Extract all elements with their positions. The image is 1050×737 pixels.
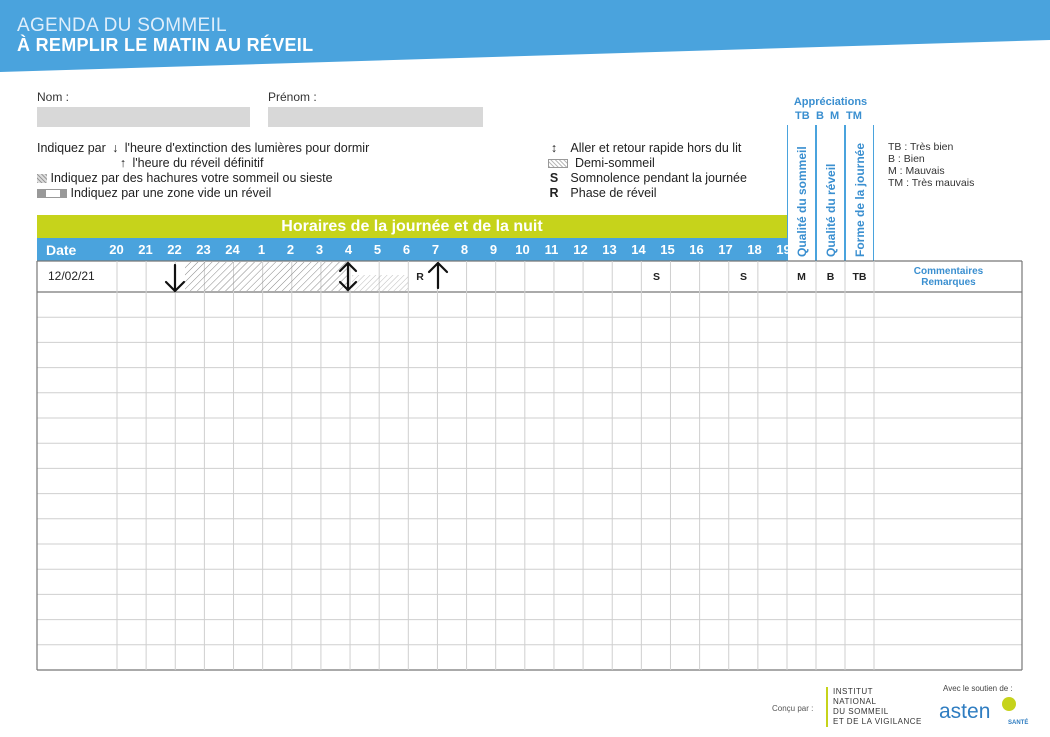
hour-label-10: 10 xyxy=(515,242,530,257)
footer-avec-soutien: Avec le soutien de : xyxy=(943,684,1013,693)
arrow-up-icon: ↑ xyxy=(119,156,127,170)
legend-lights-out-text: l'heure d'extinction des lumières pour dormir xyxy=(124,141,370,155)
appr-abbr-b: B xyxy=(816,110,824,122)
lights-out-arrow-icon xyxy=(166,265,184,291)
hour-label-9: 9 xyxy=(489,242,498,257)
page-title: AGENDA DU SOMMEIL xyxy=(17,15,227,36)
wake-up-arrow-icon xyxy=(429,263,447,288)
institut-line-1: INSTITUT xyxy=(833,687,873,696)
arrow-down-icon: ↓ xyxy=(112,141,119,155)
appr-abbr-tb: TB xyxy=(795,110,810,122)
hour-label-24: 24 xyxy=(225,242,240,257)
legend-half-sleep-text: Demi-sommeil xyxy=(574,156,655,170)
hour-label-8: 8 xyxy=(460,242,469,257)
wake-phase-mark: R xyxy=(416,271,424,283)
hour-label-19: 19 xyxy=(776,242,791,257)
hour-label-22: 22 xyxy=(167,242,182,257)
hour-label-15: 15 xyxy=(660,242,675,257)
hour-label-21: 21 xyxy=(138,242,153,257)
col-day-form-label: Forme de la journée xyxy=(852,142,867,257)
somnolence-mark-2: S xyxy=(739,271,747,283)
hour-label-18: 18 xyxy=(747,242,762,257)
asten-sante: SANTÉ xyxy=(1008,720,1029,726)
sleep-quality-value: M xyxy=(797,271,806,283)
institut-line-4: ET DE LA VIGILANCE xyxy=(833,717,922,726)
hour-label-1: 1 xyxy=(257,242,266,257)
asten-logo: asten xyxy=(939,700,991,723)
col-sleep-quality-label: Qualité du sommeil xyxy=(794,146,809,257)
prenom-label: Prénom : xyxy=(268,90,317,104)
somnolence-mark-1: S xyxy=(652,271,660,283)
legend-tb: TB : Très bien xyxy=(888,141,954,153)
appreciations-title: Appréciations xyxy=(793,96,868,108)
comments-header-line2: Remarques xyxy=(921,277,976,288)
hour-label-7: 7 xyxy=(431,242,440,257)
hour-label-16: 16 xyxy=(689,242,704,257)
wake-phase-symbol: R xyxy=(549,186,559,200)
page-subtitle: À REMPLIR LE MATIN AU RÉVEIL xyxy=(17,35,314,55)
hour-label-5: 5 xyxy=(373,242,382,257)
hour-label-20: 20 xyxy=(109,242,124,257)
institut-logo xyxy=(826,687,922,727)
appr-abbr-m: M xyxy=(830,110,840,122)
legend-tm: TM : Très mauvais xyxy=(888,177,975,189)
half-sleep-region xyxy=(352,275,408,291)
hour-label-17: 17 xyxy=(718,242,733,257)
nom-label: Nom : xyxy=(37,90,70,104)
institut-line-2: NATIONAL xyxy=(833,697,877,706)
comments-header-line1: Commentaires xyxy=(913,266,984,277)
comments-header xyxy=(877,266,1020,288)
legend-void-text: Indiquez par une zone vide un réveil xyxy=(70,186,272,200)
wake-quality-value: B xyxy=(826,271,835,283)
legend-b: B : Bien xyxy=(888,153,925,165)
legend-m: M : Mauvais xyxy=(888,165,945,177)
legend-prefix: Indiquez par xyxy=(37,141,106,155)
legend-wake-phase-text: Phase de réveil xyxy=(570,186,657,200)
footer-concu-par: Conçu par : xyxy=(772,704,814,713)
appr-abbr-tm: TM xyxy=(846,110,862,122)
sleep-hatch-region xyxy=(185,262,348,291)
legend-hatch-text: Indiquez par des hachures votre sommeil ou sieste xyxy=(50,171,333,185)
legend-somnolence-text: Somnolence pendant la journée xyxy=(570,171,747,185)
hour-label-12: 12 xyxy=(573,242,588,257)
up-down-arrow-icon: ↕ xyxy=(550,141,558,155)
legend-out-of-bed-text: Aller et retour rapide hors du lit xyxy=(570,141,742,155)
col-wake-quality-label: Qualité du réveil xyxy=(823,163,838,257)
hour-label-14: 14 xyxy=(631,242,646,257)
date-header: Date xyxy=(46,242,77,258)
asten-logo-dot-icon xyxy=(1002,697,1016,711)
legend-wake-up-text: l'heure du réveil définitif xyxy=(132,156,264,170)
institut-line-3: DU SOMMEIL xyxy=(833,707,889,716)
schedule-band-title: Horaires de la journée et de la nuit xyxy=(37,215,787,238)
day-form-value: TB xyxy=(852,271,867,283)
somnolence-symbol: S xyxy=(549,171,559,185)
hour-label-4: 4 xyxy=(344,242,353,257)
hour-label-2: 2 xyxy=(286,242,295,257)
hour-label-13: 13 xyxy=(602,242,617,257)
hour-label-11: 11 xyxy=(544,242,559,257)
hour-label-23: 23 xyxy=(196,242,211,257)
hour-label-3: 3 xyxy=(315,242,324,257)
hour-label-6: 6 xyxy=(402,242,411,257)
example-row-date: 12/02/21 xyxy=(48,269,95,283)
